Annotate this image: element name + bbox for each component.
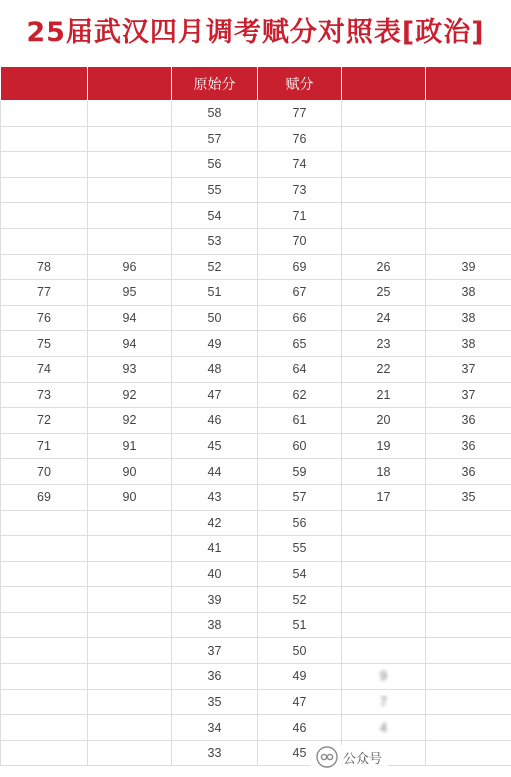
table-cell: 23 [342, 331, 426, 357]
table-cell: 56 [172, 152, 258, 178]
table-cell [426, 510, 511, 536]
table-cell [88, 203, 172, 229]
table-cell: 46 [172, 408, 258, 434]
table-cell [426, 536, 511, 562]
table-row [1, 331, 511, 357]
table-cell: 50 [258, 638, 342, 664]
table-cell [426, 664, 511, 690]
table-cell [1, 715, 88, 741]
table-cell: 92 [88, 408, 172, 434]
table-cell: 71 [258, 203, 342, 229]
table-cell [88, 715, 172, 741]
table-cell: 17 [342, 484, 426, 510]
table-cell [88, 177, 172, 203]
table-cell [426, 587, 511, 613]
table-cell [426, 638, 511, 664]
table-row [1, 510, 511, 536]
table-cell [426, 689, 511, 715]
table-cell: 20 [342, 408, 426, 434]
table-cell: 47 [258, 689, 342, 715]
table-cell: 59 [258, 459, 342, 485]
table-cell: 57 [258, 484, 342, 510]
table-cell [426, 101, 511, 127]
table-cell [88, 689, 172, 715]
table-cell: 73 [258, 177, 342, 203]
table-cell: 76 [1, 305, 88, 331]
table-cell [88, 587, 172, 613]
table-cell: 37 [426, 356, 511, 382]
page-title: 25届武汉四月调考赋分对照表[政治] [26, 17, 485, 48]
table-cell: 25 [342, 280, 426, 306]
table-cell: 24 [342, 305, 426, 331]
table-cell [88, 152, 172, 178]
table-cell: 36 [426, 459, 511, 485]
table-cell: 72 [1, 408, 88, 434]
table-cell [342, 228, 426, 254]
table-cell: 36 [426, 408, 511, 434]
table-cell: 19 [342, 433, 426, 459]
table-cell: 64 [258, 356, 342, 382]
wechat-watermark [310, 745, 388, 769]
table-row [1, 715, 511, 741]
table-cell [1, 587, 88, 613]
table-cell [1, 561, 88, 587]
table-cell [1, 689, 88, 715]
table-row [1, 484, 511, 510]
table-cell [342, 177, 426, 203]
table-row [1, 689, 511, 715]
table-cell: 39 [426, 254, 511, 280]
table-cell: 54 [172, 203, 258, 229]
table-cell [1, 740, 88, 766]
table-cell: 76 [258, 126, 342, 152]
table-cell [342, 561, 426, 587]
table-cell [426, 152, 511, 178]
table-row [1, 587, 511, 613]
table-row [1, 126, 511, 152]
table-cell: 45 [258, 740, 342, 766]
column-header [88, 67, 172, 101]
table-cell: 35 [172, 689, 258, 715]
table-cell: 60 [258, 433, 342, 459]
table-cell: 70 [1, 459, 88, 485]
table-cell: 42 [172, 510, 258, 536]
table-cell: 43 [172, 484, 258, 510]
table-cell [426, 561, 511, 587]
table-cell: 38 [426, 305, 511, 331]
table-cell [88, 536, 172, 562]
table-cell: 9 [342, 664, 426, 690]
wechat-icon [316, 746, 338, 768]
table-cell: 77 [1, 280, 88, 306]
table-cell [426, 228, 511, 254]
table-cell [1, 638, 88, 664]
column-header [426, 67, 511, 101]
table-cell: 92 [88, 382, 172, 408]
table-cell: 58 [172, 101, 258, 127]
table-cell: 37 [426, 382, 511, 408]
table-cell: 77 [258, 101, 342, 127]
table-cell: 93 [88, 356, 172, 382]
table-cell: 50 [172, 305, 258, 331]
table-cell [342, 126, 426, 152]
table-cell [426, 203, 511, 229]
table-cell: 26 [342, 254, 426, 280]
table-cell: 91 [88, 433, 172, 459]
table-cell [88, 612, 172, 638]
table-cell: 18 [342, 459, 426, 485]
table-cell: 69 [1, 484, 88, 510]
table-cell: 71 [1, 433, 88, 459]
table-cell: 70 [258, 228, 342, 254]
table-cell: 37 [172, 638, 258, 664]
table-cell: 54 [258, 561, 342, 587]
table-cell: 96 [88, 254, 172, 280]
table-cell: 73 [1, 382, 88, 408]
table-cell: 61 [258, 408, 342, 434]
table-cell: 66 [258, 305, 342, 331]
table-cell: 49 [258, 664, 342, 690]
table-cell: 90 [88, 484, 172, 510]
table-row [1, 740, 511, 766]
table-row [1, 638, 511, 664]
table-cell [88, 664, 172, 690]
table-cell [426, 715, 511, 741]
table-row [1, 612, 511, 638]
table-cell [88, 561, 172, 587]
table-cell: 67 [258, 280, 342, 306]
table-cell: 51 [172, 280, 258, 306]
table-cell [342, 638, 426, 664]
table-cell: 7 [342, 689, 426, 715]
table-cell: 22 [342, 356, 426, 382]
column-header: 赋分 [258, 67, 342, 101]
table-cell: 74 [1, 356, 88, 382]
table-cell: 36 [426, 433, 511, 459]
table-row [1, 664, 511, 690]
table-row [1, 356, 511, 382]
table-cell: 52 [172, 254, 258, 280]
table-cell: 78 [1, 254, 88, 280]
table-row [1, 152, 511, 178]
table-cell: 46 [258, 715, 342, 741]
table-row [1, 228, 511, 254]
table-row [1, 561, 511, 587]
table-cell [88, 510, 172, 536]
table-cell: 94 [88, 305, 172, 331]
table-cell: 75 [1, 331, 88, 357]
table-row [1, 177, 511, 203]
table-row [1, 254, 511, 280]
table-cell [1, 510, 88, 536]
table-cell: 39 [172, 587, 258, 613]
table-cell: 38 [426, 280, 511, 306]
table-cell: 95 [88, 280, 172, 306]
table-cell: 4 [342, 715, 426, 741]
table-cell: 49 [172, 331, 258, 357]
header-row [1, 67, 511, 101]
table-cell: 45 [172, 433, 258, 459]
table-row [1, 433, 511, 459]
table-cell [88, 740, 172, 766]
table-cell: 94 [88, 331, 172, 357]
table-cell: 40 [172, 561, 258, 587]
table-row [1, 305, 511, 331]
table-row [1, 280, 511, 306]
table-cell: 56 [258, 510, 342, 536]
table-cell [342, 587, 426, 613]
table-cell: 74 [258, 152, 342, 178]
table-cell [1, 664, 88, 690]
table-cell [426, 126, 511, 152]
table-row [1, 459, 511, 485]
column-header [1, 67, 88, 101]
table-cell [1, 126, 88, 152]
table-cell: 44 [172, 459, 258, 485]
table-cell [88, 228, 172, 254]
table-cell: 21 [342, 382, 426, 408]
table-cell [1, 101, 88, 127]
table-cell [88, 101, 172, 127]
table-cell: 41 [172, 536, 258, 562]
table-cell [88, 126, 172, 152]
table-cell: 62 [258, 382, 342, 408]
table-body [1, 101, 511, 766]
table-cell [1, 152, 88, 178]
table-cell: 69 [258, 254, 342, 280]
table-cell [1, 228, 88, 254]
table-cell: 34 [172, 715, 258, 741]
table-cell [1, 203, 88, 229]
table-cell [342, 510, 426, 536]
table-cell: 57 [172, 126, 258, 152]
table-cell: 65 [258, 331, 342, 357]
table-cell [426, 612, 511, 638]
table-row [1, 536, 511, 562]
table-cell [342, 203, 426, 229]
table-cell [426, 740, 511, 766]
column-header: 原始分 [172, 67, 258, 101]
table-cell: 51 [258, 612, 342, 638]
table-cell: 53 [172, 228, 258, 254]
table-cell: 55 [172, 177, 258, 203]
table-cell: 55 [258, 536, 342, 562]
table-cell [1, 612, 88, 638]
table-cell [342, 536, 426, 562]
table-row [1, 101, 511, 127]
table-cell [342, 152, 426, 178]
table-cell: 90 [88, 459, 172, 485]
table-cell: 52 [258, 587, 342, 613]
table-cell: 38 [426, 331, 511, 357]
score-table [0, 66, 511, 766]
table-row [1, 382, 511, 408]
watermark-text: 公众号 [343, 751, 383, 767]
table-cell [1, 536, 88, 562]
table-cell: 47 [172, 382, 258, 408]
table-cell: 35 [426, 484, 511, 510]
table-cell [1, 177, 88, 203]
table-cell [88, 638, 172, 664]
table-cell: 48 [172, 356, 258, 382]
table-cell: 33 [172, 740, 258, 766]
table-row [1, 408, 511, 434]
table-cell: 38 [172, 612, 258, 638]
table-cell [342, 101, 426, 127]
table-row [1, 203, 511, 229]
table-cell: 36 [172, 664, 258, 690]
table-cell [426, 177, 511, 203]
table-cell [342, 612, 426, 638]
column-header [342, 67, 426, 101]
